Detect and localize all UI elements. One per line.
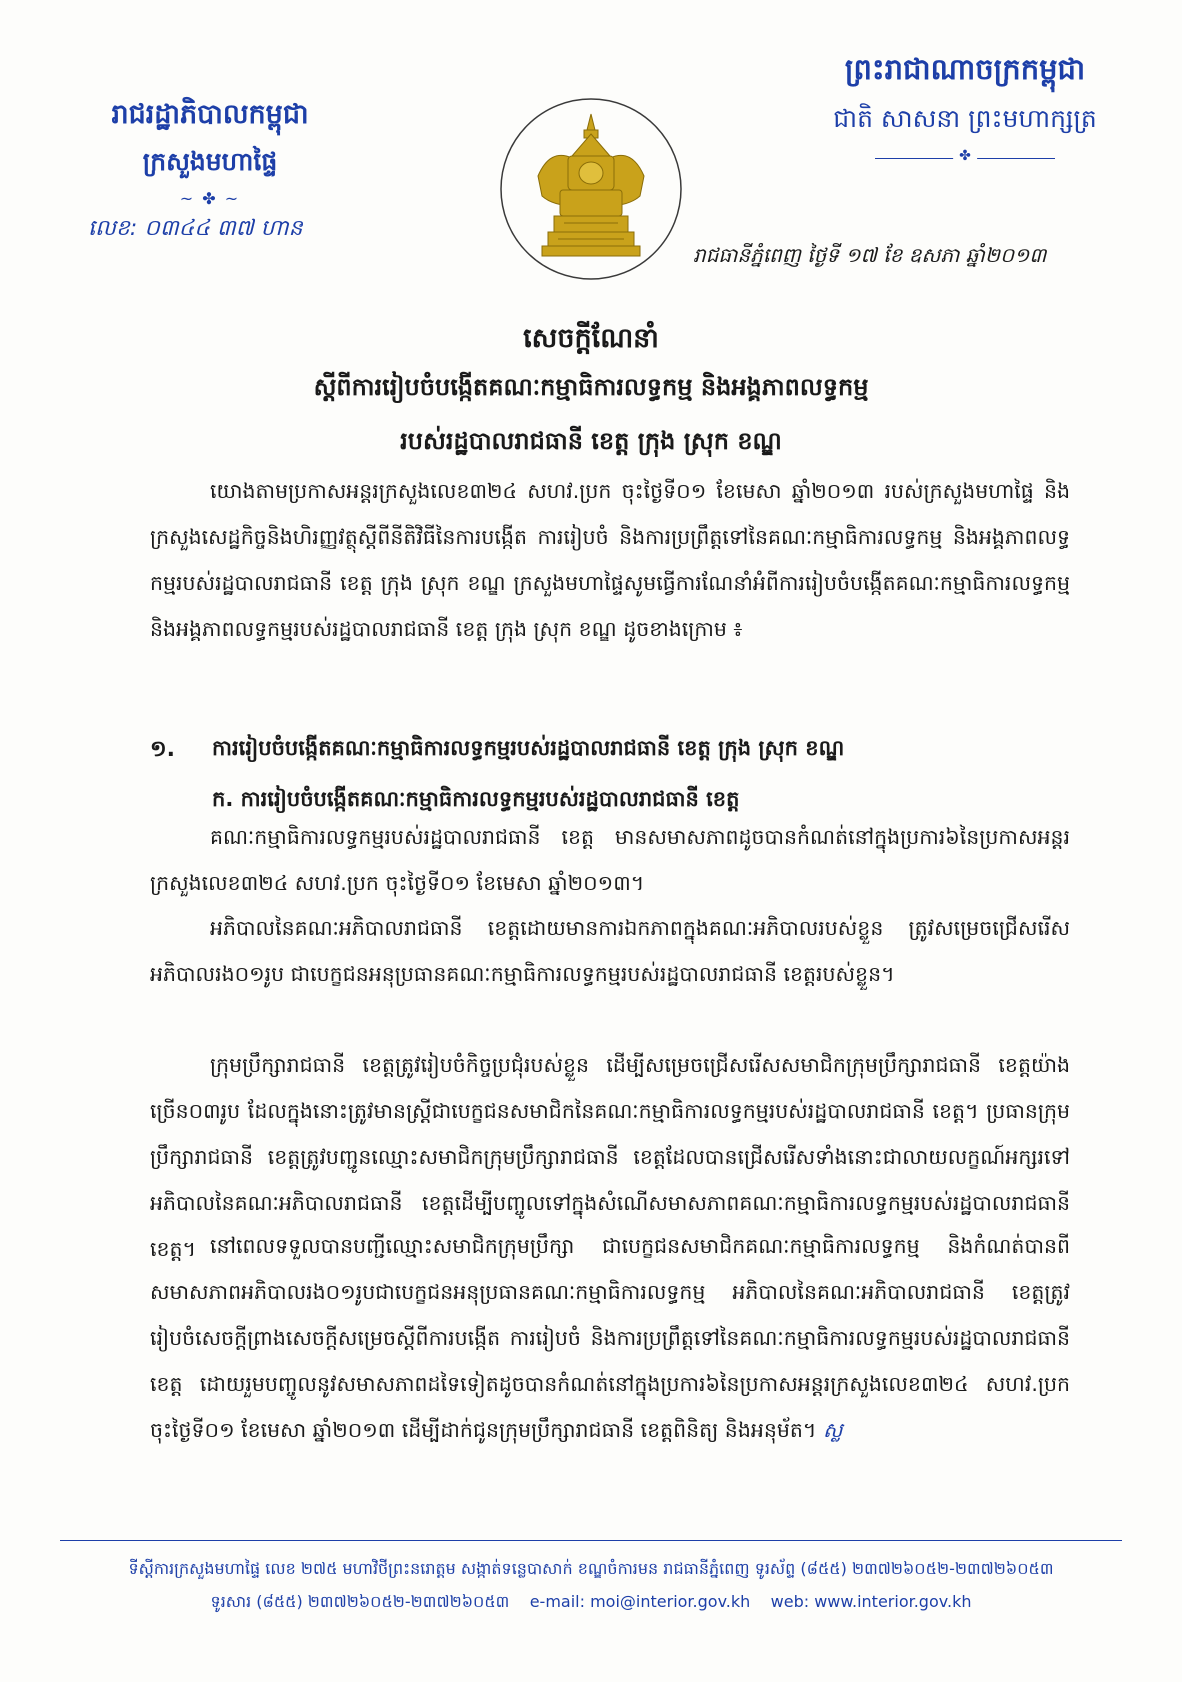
paragraph-decision-draft bbox=[150, 1223, 1070, 1453]
footer-divider bbox=[60, 1540, 1122, 1541]
email-link[interactable]: moi@interior.gov.kh bbox=[590, 1592, 751, 1611]
section-number: ១. bbox=[150, 737, 176, 762]
ornament-icon: ✤ bbox=[953, 148, 977, 164]
web-label: web: bbox=[770, 1592, 810, 1611]
paragraph-composition: គណៈកម្មាធិការលទ្ធកម្មរបស់រដ្ឋបាលរាជធានី ខេត្ត មានសមាសភាពដូចបានកំណត់នៅក្នុងប្រការ៦នៃប្រកាសអន្តរក្រសួងលេខ៣២៤ សហវ.ប្រក ចុះថ្ងៃទី០១ ខែមេសា ឆ្នាំ២០១៣។ bbox=[150, 825, 1070, 895]
section-title: ការរៀបចំបង្កើតគណៈកម្មាធិការលទ្ធកម្មរបស់រដ្ឋបាលរាជធានី ខេត្ត ក្រុង ស្រុក ខណ្ឌ bbox=[212, 736, 845, 760]
paragraph-deputy-selection: អភិបាលនៃគណៈអភិបាលរាជធានី ខេត្តដោយមានការឯកភាពក្នុងគណៈអភិបាលរបស់ខ្លួន ត្រូវសម្រេចជ្រើសរើសអភិបាលរង០១រូប ជាបេក្ខជនអនុប្រធានគណៈកម្មាធិការលទ្ធកម្មរបស់រដ្ឋបាលរាជធានី ខេត្តរបស់ខ្លួន។ bbox=[150, 916, 1070, 986]
motto-divider bbox=[875, 148, 1055, 164]
paragraph-council-selection: ក្រុមប្រឹក្សារាជធានី ខេត្តត្រូវរៀបចំកិច្ចប្រជុំរបស់ខ្លួន ដើម្បីសម្រេចជ្រើសរើសសមាជិកក្រុមប្រឹក្សារាជធានី ខេត្តយ៉ាងច្រើន០៣រូប ដែលក្នុងនោះត្រូវមានស្ត្រីជាបេក្ខជនសមាជិកនៃគណៈកម្មាធិការលទ្ធកម្មរបស់រដ្ឋបាលរាជធានី ខេត្ត។ ប្រធានក្រុមប្រឹក្សារាជធានី ខេត្តត្រូវបញ្ជូនឈ្មោះសមាជិកក្រុមប្រឹក្សារាជធានី ខេត្តដែលបានជ្រើសរើសទាំងនោះជាលាយលក្ខណ៍អក្សរទៅអភិបាលនៃគណៈអភិបាលរាជធានី ខេត្តដើម្បីបញ្ចូលទៅក្នុងសំណើសមាសភាពគណៈកម្មាធិការលទ្ធកម្មរបស់រដ្ឋបាលរាជធានី ខេត្ត។ bbox=[150, 1053, 1070, 1261]
document-title: សេចក្តីណែនាំ bbox=[523, 323, 659, 354]
intro-paragraph: យោងតាមប្រកាសអន្តរក្រសួងលេខ៣២៤ សហវ.ប្រក ចុះថ្ងៃទី០១ ខែមេសា ឆ្នាំ២០១៣ របស់ក្រសួងមហាផ្ទៃ និងក្រសួងសេដ្ឋកិច្ចនិងហិរញ្ញវត្ថុស្តីពីនីតិវិធីនៃការបង្កើត ការរៀបចំ និងការប្រព្រឹត្តទៅនៃគណៈកម្មាធិការលទ្ធកម្ម និងអង្គភាពលទ្ធកម្មរបស់រដ្ឋបាលរាជធានី ខេត្ត ក្រុង ស្រុក ខណ្ឌ ក្រសួងមហាផ្ទៃសូមធ្វើការណែនាំអំពីការរៀបចំបង្កើតគណៈកម្មាធិការលទ្ធកម្ម និងអង្គភាពលទ្ធកម្មរបស់រដ្ឋបាលរាជធានី ខេត្ត ក្រុង ស្រុក ខណ្ឌ ដូចខាងក្រោម ៖ bbox=[150, 479, 1070, 641]
ornament-divider: ~ ✤ ~ bbox=[179, 189, 241, 208]
footer-contacts bbox=[60, 1585, 1122, 1618]
footer-fax: ទូរសារ (៨៥៥) ២៣៧២៦០៥២-២៣៧២៦០៥៣ bbox=[210, 1592, 510, 1611]
initial-mark: ស្ល bbox=[822, 1418, 843, 1442]
web-link[interactable]: www.interior.gov.kh bbox=[814, 1592, 972, 1611]
national-motto: ជាតិ សាសនា ព្រះមហាក្សត្រ bbox=[833, 104, 1097, 133]
kingdom-name: ព្រះរាជាណាចក្រកម្ពុជា bbox=[844, 52, 1086, 86]
document-subtitle-line1: ស្តីពីការរៀបចំបង្កើតគណៈកម្មាធិការលទ្ធកម្ម និងអង្គភាពលទ្ធកម្ម bbox=[313, 373, 869, 401]
government-name: រាជរដ្ឋាភិបាលកម្ពុជា bbox=[111, 99, 309, 130]
paragraph-text: នៅពេលទទួលបានបញ្ជីឈ្មោះសមាជិកក្រុមប្រឹក្សា ជាបេក្ខជនសមាជិកគណៈកម្មាធិការលទ្ធកម្ម និងកំណត់បានពីសមាសភាពអភិបាលរង០១រូបជាបេក្ខជនអនុប្រធានគណៈកម្មាធិការលទ្ធកម្ម អភិបាលនៃគណៈអភិបាលរាជធានី ខេត្តត្រូវរៀបចំសេចក្តីព្រាងសេចក្តីសម្រេចស្តីពីការបង្កើត ការរៀបចំ និងការប្រព្រឹត្តទៅនៃគណៈកម្មាធិការលទ្ធកម្មរបស់រដ្ឋបាលរាជធានី ខេត្ត ដោយរួមបញ្ចូលនូវសមាសភាពដទៃទៀតដូចបានកំណត់នៅក្នុងប្រការ៦នៃប្រកាសអន្តរក្រសួងលេខ៣២៤ សហវ.ប្រក ចុះថ្ងៃទី០១ ខែមេសា ឆ្នាំ២០១៣ ដើម្បីដាក់ជូនក្រុមប្រឹក្សារាជធានី ខេត្តពិនិត្យ និងអនុម័ត។ bbox=[150, 1234, 1070, 1442]
footer bbox=[60, 1552, 1122, 1618]
ministry-name: ក្រសួងមហាផ្ទៃ bbox=[142, 147, 278, 176]
reference-number: លេខ: ០៣៤៤ ៣៧ ហាន bbox=[88, 216, 303, 241]
email-label: e-mail: bbox=[529, 1592, 585, 1611]
document-subtitle-line2: របស់រដ្ឋបាលរាជធានី ខេត្ត ក្រុង ស្រុក ខណ្ឌ bbox=[400, 427, 782, 455]
letterhead-left bbox=[60, 98, 360, 246]
footer-address: ទីស្តីការក្រសួងមហាផ្ទៃ លេខ ២៧៥ មហាវិថីព្រះនរោត្តម សង្កាត់ទន្លេបាសាក់ ខណ្ឌចំការមន រាជធានីភ្នំពេញ ទូរស័ព្ទ (៨៥៥) ២៣៧២៦០៥២-២៣៧២៦០៥៣ bbox=[128, 1559, 1054, 1578]
letterhead-right bbox=[790, 52, 1140, 164]
subsection-title: ក. ការរៀបចំបង្កើតគណៈកម្មាធិការលទ្ធកម្មរបស់រដ្ឋបាលរាជធានី ខេត្ត bbox=[212, 787, 740, 811]
royal-arms-emblem-icon bbox=[498, 96, 684, 282]
document-date: រាជធានីភ្នំពេញ ថ្ងៃទី ១៧ ខែ ឧសភា ឆ្នាំ២០១៣ bbox=[693, 243, 1047, 267]
